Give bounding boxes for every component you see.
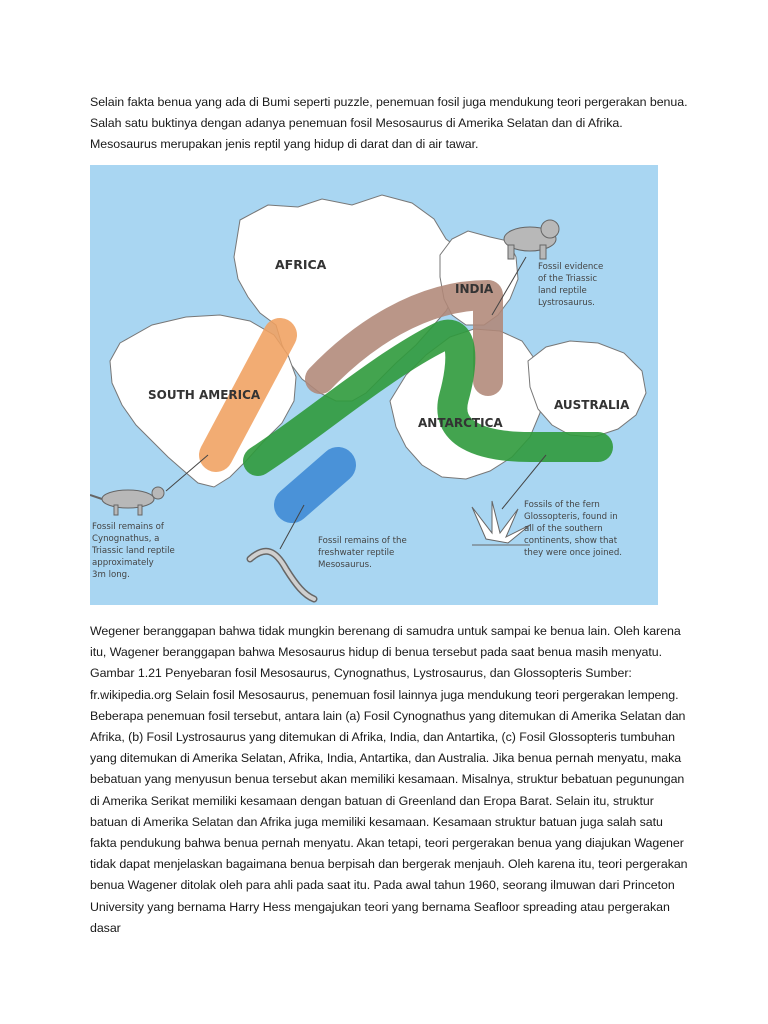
caption-mesosaurus-line: freshwater reptile [318, 548, 395, 558]
caption-cynognathus-line: 3m long. [92, 570, 130, 580]
intro-paragraph: Selain fakta benua yang ada di Bumi seperti puzzle, penemuan fosil juga mendukung teori pergerakan benua. Salah satu buktinya dengan adanya penemuan fosil Mesosaurus di Amerika Selatan dan di Afrika. Mesosaurus merupakan jenis reptil yang hidup di darat dan di air tawar. [90, 95, 688, 152]
caption-lystrosaurus-line: land reptile [538, 286, 587, 296]
caption-lystrosaurus-line: of the Triassic [538, 274, 598, 284]
caption-glossopteris-line: continents, show that [524, 536, 618, 546]
label-africa: AFRICA [275, 257, 327, 272]
caption-glossopteris-line: Glossopteris, found in [524, 512, 618, 522]
caption-glossopteris-line: they were once joined. [524, 548, 623, 558]
caption-lystrosaurus-line: Fossil evidence [538, 262, 604, 272]
body-paragraph: Wegener beranggapan bahwa tidak mungkin berenang di samudra untuk sampai ke benua lain. Oleh karena itu, Wagener beranggapan bahwa Mesosaurus hidup di benua tersebut pada saat benua masih menyatu. Gambar 1.21 Penyebaran fosil Mesosaurus, Cynognathus, Lystrosaurus, dan Glossopteris Sumber: fr.wikipedia.org Selain fosil Mesosaurus, penemuan fosil lainnya juga mendukung teori pergerakan lempeng. Beberapa penemuan fosil tersebut, antara lain (a) Fosil Cynognathus yang ditemukan di Amerika Selatan dan Afrika, (b) Fosil Lystrosaurus yang ditemukan di Afrika, India, dan Antartika, (c) Fosil Glossopteris tumbuhan yang ditemukan di Amerika Selatan, Afrika, India, Antartika, dan Australia. Jika benua pernah menyatu, maka bebatuan yang menyusun benua tersebut akan memiliki kesamaan. Misalnya, struktur bebatuan pegunungan di Amerika Serikat memiliki kesamaan dengan batuan di Greenland dan Eropa Barat. Selain itu, struktur batuan di Amerika Selatan dan Afrika juga memiliki kesamaan. Kesamaan struktur batuan juga salah satu fakta pendukung bahwa benua pernah menyatu. Akan tetapi, teori pergerakan benua yang diajukan Wagener tidak dapat menjelaskan bagaimana benua berpisah dan bergerak menjauh. Oleh karena itu, teori pergerakan benua Wagener ditolak oleh para ahli pada saat itu. Pada awal tahun 1960, seorang ilmuwan dari Princeton University yang bernama Harry Hess mengajukan teori yang bernama Seafloor spreading atau pergerakan dasar [90, 624, 688, 935]
label-australia: AUSTRALIA [554, 398, 630, 412]
caption-glossopteris-line: Fossils of the fern [524, 500, 600, 510]
caption-cynognathus-line: Cynognathus, a [92, 534, 160, 544]
gondwana-fossil-map [90, 165, 658, 605]
caption-glossopteris-line: all of the southern [524, 524, 603, 534]
caption-cynognathus-line: Triassic land reptile [92, 546, 175, 556]
label-india: INDIA [455, 282, 494, 296]
caption-cynognathus-line: approximately [92, 558, 154, 568]
caption-cynognathus-line: Fossil remains of [92, 522, 164, 532]
caption-mesosaurus-line: Mesosaurus. [318, 560, 372, 570]
label-south-america: SOUTH AMERICA [148, 388, 261, 402]
caption-lystrosaurus-line: Lystrosaurus. [538, 298, 595, 308]
label-antarctica: ANTARCTICA [418, 416, 503, 430]
caption-mesosaurus-line: Fossil remains of the [318, 536, 407, 546]
